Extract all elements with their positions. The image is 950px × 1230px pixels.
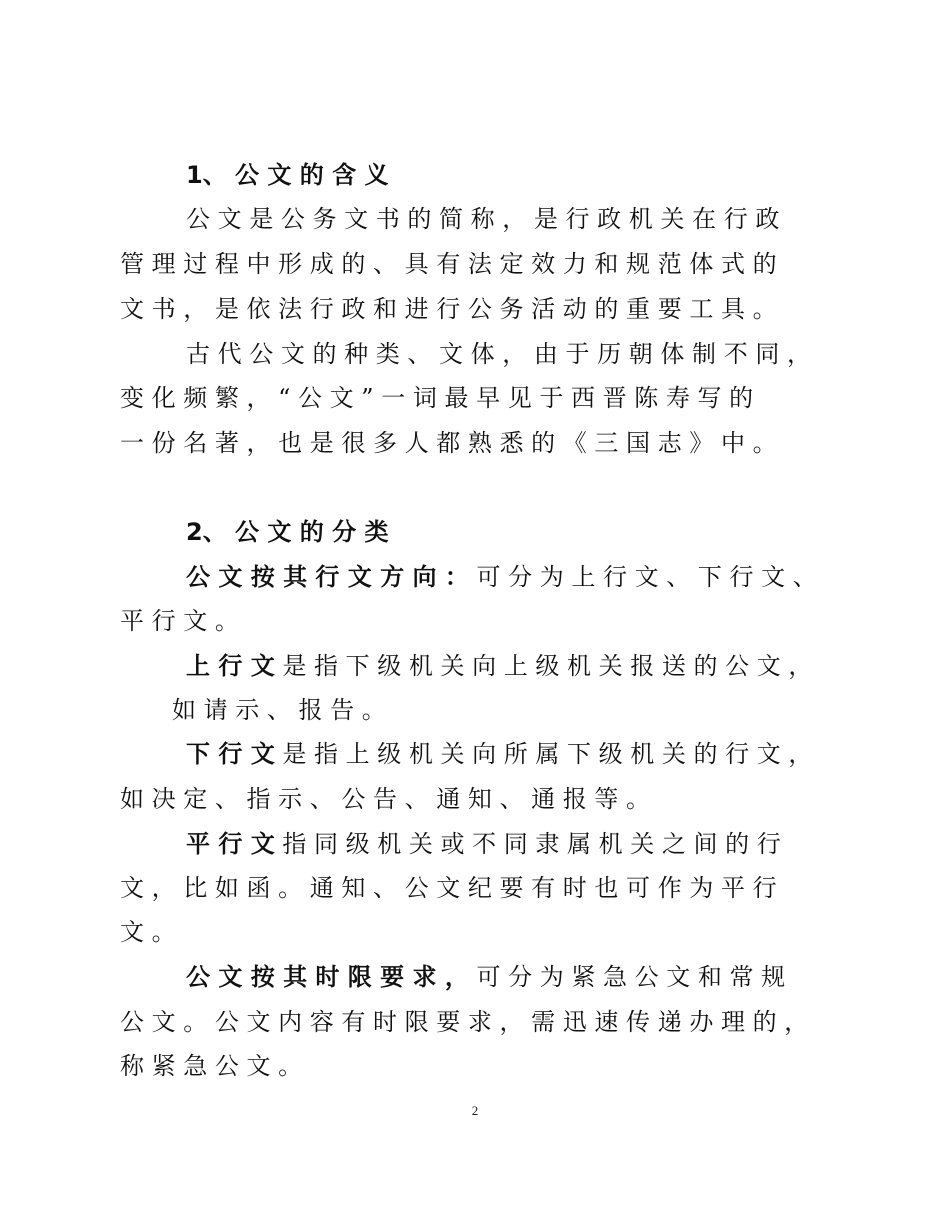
upward-paragraph-line-2: 如 请 示 、 报 告 。 — [172, 696, 386, 724]
downward-paragraph-line-2: 如 决 定 、 指 示 、 公 告 、 通 知 、 通 报 等 。 — [120, 785, 651, 813]
upward-term: 上 行 文 — [186, 652, 275, 680]
upward-paragraph-line-1 — [186, 651, 812, 681]
parallel-paragraph-line-2: 文 ， 比 如 函 。 通 知 、 公 文 纪 要 有 时 也 可 作 为 平 行 — [120, 874, 777, 902]
time-paragraph-line-2: 公 文 。 公 文 内 容 有 时 限 要 求 ， 需 迅 速 传 递 办 理 的 ， — [120, 1008, 809, 1036]
upward-text: 是 指 下 级 机 关 向 上 级 机 关 报 送 的 公 文 ， — [274, 652, 813, 680]
section-1-para-1-line-3: 文 书 ， 是 依 法 行 政 和 进 行 公 务 活 动 的 重 要 工 具 。 — [120, 295, 777, 323]
section-1-para-2-line-2: 变 化 频 繁 ， “ 公 文 ” 一 词 最 早 见 于 西 晋 陈 寿 写 的 — [120, 384, 754, 412]
downward-text: 是 指 上 级 机 关 向 所 属 下 级 机 关 的 行 文 ， — [274, 740, 813, 768]
direction-paragraph-line-1 — [186, 562, 817, 592]
time-text: 可 分 为 紧 急 公 文 和 常 规 — [468, 963, 786, 991]
time-term: 公 文 按 其 时 限 要 求 ， — [186, 963, 469, 991]
direction-paragraph-line-2: 平 行 文 。 — [120, 607, 239, 635]
downward-paragraph-line-1 — [186, 739, 812, 769]
parallel-paragraph-line-3: 文 。 — [120, 918, 176, 946]
time-paragraph-line-3: 称 紧 急 公 文 。 — [120, 1052, 303, 1080]
section-1-para-1-line-1: 公 文 是 公 务 文 书 的 简 称 ， 是 行 政 机 关 在 行 政 — [186, 205, 780, 233]
direction-text: 可 分 为 上 行 文 、 下 行 文 、 — [468, 563, 817, 591]
parallel-term: 平 行 文 — [186, 830, 275, 858]
section-1-para-2-line-1: 古 代 公 文 的 种 类 、 文 体 ， 由 于 历 朝 体 制 不 同 ， — [186, 340, 811, 368]
time-paragraph-line-1 — [186, 962, 785, 992]
section-1-para-2-line-3: 一 份 名 著 ， 也 是 很 多 人 都 熟 悉 的 《 三 国 志 》 中 。 — [120, 429, 777, 457]
page-number: 2 — [471, 1103, 479, 1118]
downward-term: 下 行 文 — [186, 740, 275, 768]
parallel-text: 指 同 级 机 关 或 不 同 隶 属 机 关 之 间 的 行 — [274, 830, 781, 858]
parallel-paragraph-line-1 — [186, 829, 781, 859]
section-1-para-1-line-2: 管 理 过 程 中 形 成 的 、 具 有 法 定 效 力 和 规 范 体 式 的 — [120, 250, 777, 278]
section-1-heading: 1、 公 文 的 含 义 — [186, 161, 389, 189]
direction-term: 公 文 按 其 行 文 方 向 ： — [186, 563, 469, 591]
section-2-heading: 2、 公 文 的 分 类 — [186, 518, 389, 546]
